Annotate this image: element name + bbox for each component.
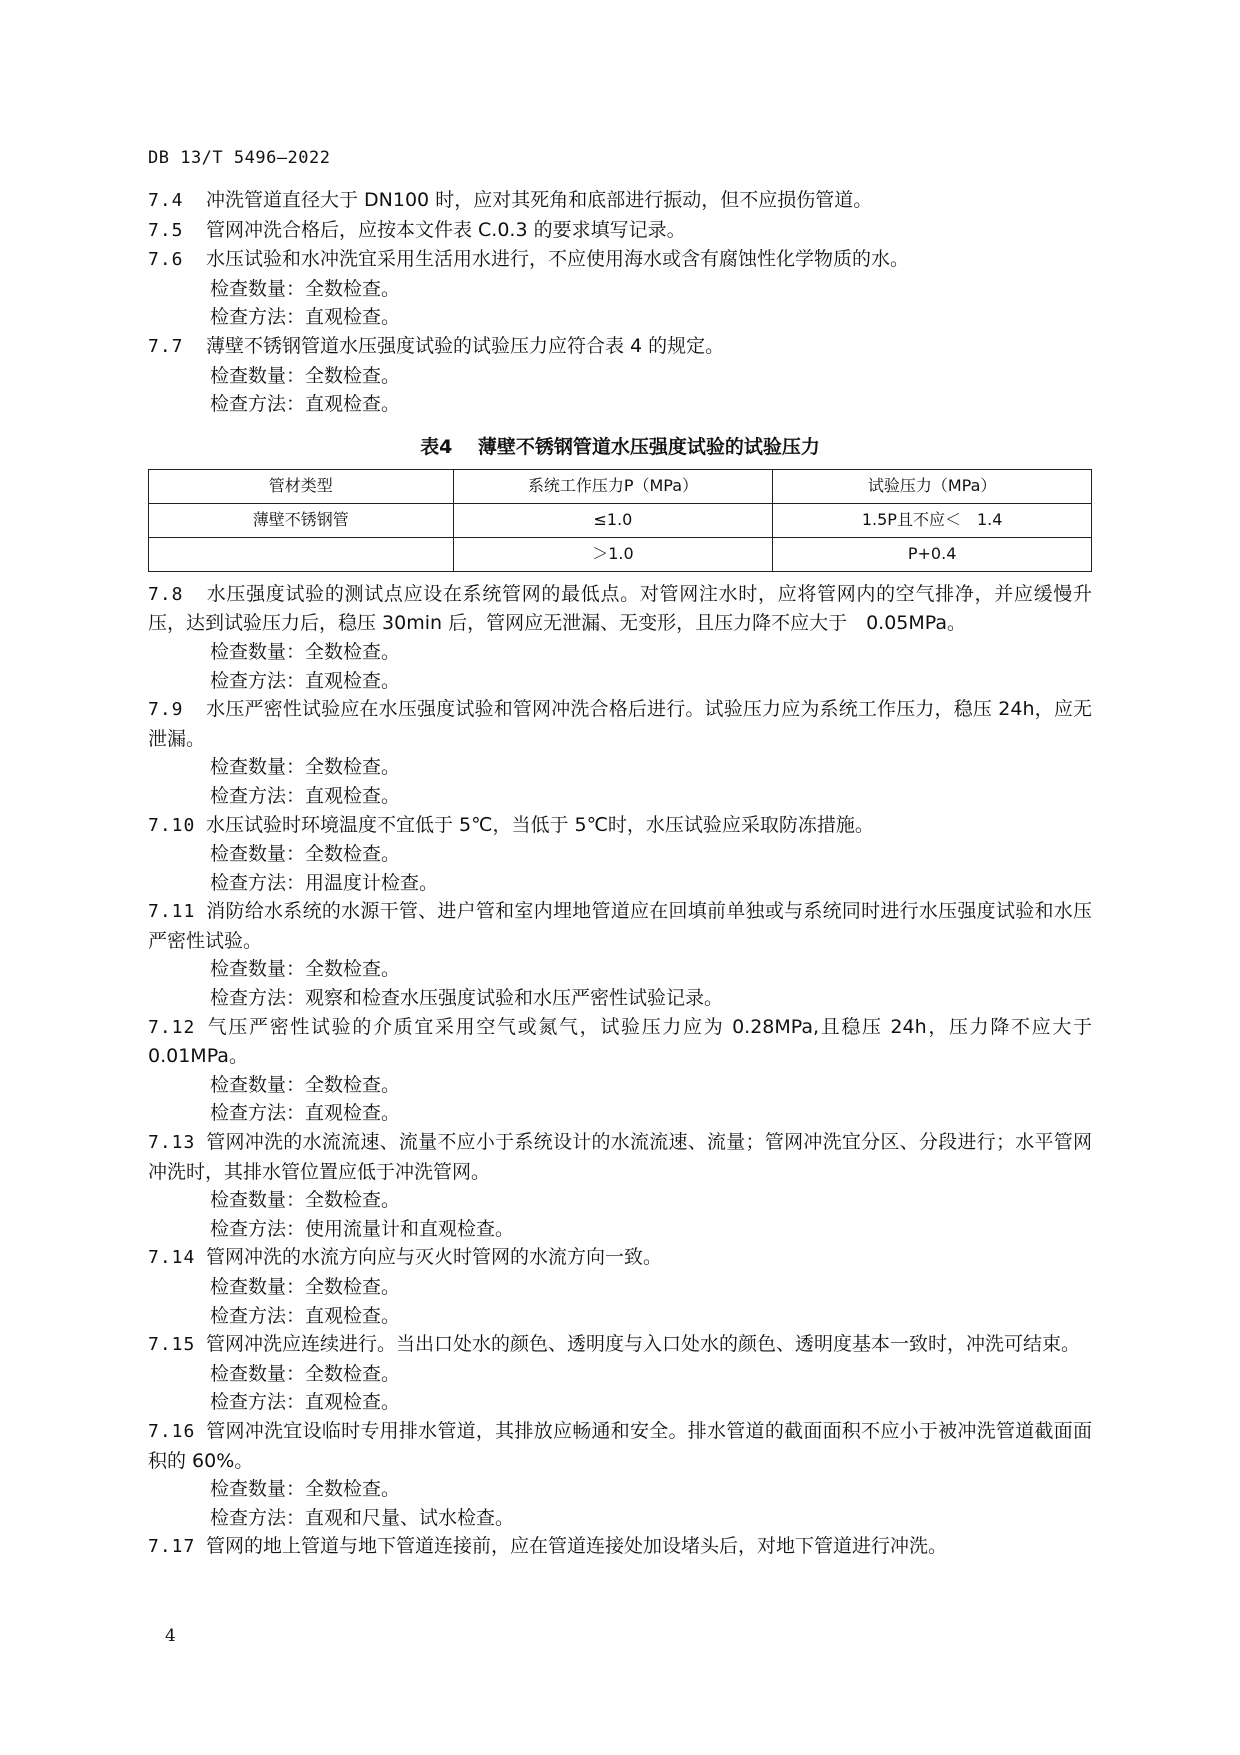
table-row [149, 537, 1092, 571]
inspection-note: 检查方法：直观检查。 [210, 306, 401, 329]
clause-paragraph [148, 1243, 1092, 1273]
clause-number: 7.11 [148, 901, 196, 923]
cell-test-pressure: 1.5P且不应＜ 1.4 [773, 503, 1092, 537]
clause-paragraph [148, 332, 1092, 362]
table-header-row [149, 469, 1092, 503]
clause-text: 水压试验和水冲洗宜采用生活用水进行，不应使用海水或含有腐蚀性化学物质的水。 [206, 248, 910, 271]
cell-pipe-type [149, 537, 454, 571]
inspection-note: 检查方法：直观检查。 [210, 393, 401, 416]
cell-pipe-type: 薄壁不锈钢管 [149, 503, 454, 537]
cell-working-pressure: ＞1.0 [453, 537, 773, 571]
clause-paragraph [148, 1330, 1092, 1360]
header-test-pressure: 试验压力（MPa） [773, 469, 1092, 503]
inspection-note: 检查数量：全数检查。 [210, 756, 401, 779]
inspection-note: 检查方法：直观检查。 [210, 1102, 401, 1125]
clause-number: 7.9 [148, 699, 184, 721]
clause-number: 7.10 [148, 814, 196, 836]
clause-number: 7.12 [148, 1016, 196, 1038]
clause-number: 7.8 [148, 583, 184, 605]
clause-paragraph [148, 186, 1092, 216]
inspection-note: 检查数量：全数检查。 [210, 277, 401, 300]
table-4-title: 表4 薄壁不锈钢管道水压强度试验的试验压力 [420, 435, 820, 458]
clause-text: 管网的地上管道与地下管道连接前，应在管道连接处加设堵头后，对地下管道进行冲洗。 [206, 1535, 948, 1558]
test-pressure-table [148, 469, 1092, 572]
clause-paragraph [148, 580, 1092, 638]
inspection-note: 检查方法：使用流量计和直观检查。 [210, 1217, 515, 1240]
inspection-note: 检查方法：直观检查。 [210, 669, 401, 692]
clause-number: 7.13 [148, 1132, 196, 1154]
clause-text: 冲洗管道直径大于 DN100 时，应对其死角和底部进行振动，但不应损伤管道。 [206, 189, 873, 211]
clause-number: 7.7 [148, 335, 184, 357]
clause-paragraph [148, 1417, 1092, 1475]
inspection-note: 检查数量：全数检查。 [210, 1276, 401, 1298]
clause-paragraph [148, 695, 1092, 753]
clause-text: 管网冲洗的水流方向应与灭火时管网的水流方向一致。 [206, 1246, 663, 1269]
inspection-note: 检查数量：全数检查。 [210, 640, 401, 663]
page-body [148, 186, 1092, 1562]
inspection-note: 检查方法：直观检查。 [210, 1391, 401, 1414]
cell-test-pressure: P+0.4 [773, 537, 1092, 571]
header-pipe-type: 管材类型 [149, 469, 454, 503]
clause-text: 管网冲洗应连续进行。当出口处水的颜色、透明度与入口处水的颜色、透明度基本一致时，冲洗可结束。 [206, 1333, 1081, 1356]
clause-number: 7.15 [148, 1334, 196, 1356]
inspection-note: 检查方法：观察和检查水压强度试验和水压严密性试验记录。 [210, 987, 724, 1010]
clause-number: 7.16 [148, 1420, 196, 1442]
clause-number: 7.4 [148, 190, 184, 211]
clauses-7-8-to-7-17 [148, 580, 1092, 1562]
clause-number: 7.6 [148, 249, 184, 271]
inspection-note: 检查方法：用温度计检查。 [210, 871, 439, 894]
header-working-pressure: 系统工作压力P（MPa） [453, 469, 773, 503]
clause-text: 薄壁不锈钢管道水压强度试验的试验压力应符合表 4 的规定。 [206, 334, 725, 357]
inspection-note: 检查数量：全数检查。 [210, 1073, 401, 1096]
clause-number: 7.17 [148, 1536, 196, 1558]
table-row [149, 503, 1092, 537]
inspection-note: 检查方法：直观和尺量、试水检查。 [210, 1506, 515, 1529]
inspection-note: 检查数量：全数检查。 [210, 958, 401, 981]
clause-paragraph [148, 811, 1092, 841]
clause-paragraph [148, 897, 1092, 955]
inspection-note: 检查方法：直观检查。 [210, 1304, 401, 1327]
clause-text: 管网冲洗宜设临时专用排水管道，其排放应畅通和安全。排水管道的截面面积不应小于被冲洗管道截面面积的 60%。 [148, 1419, 1092, 1472]
clause-paragraph [148, 245, 1092, 275]
document-code-header: DB 13/T 5496—2022 [148, 148, 331, 168]
clause-text: 水压试验时环境温度不宜低于 5℃，当低于 5℃时，水压试验应采取防冻措施。 [206, 813, 874, 836]
clause-text: 管网冲洗的水流流速、流量不应小于系统设计的水流流速、流量；管网冲洗宜分区、分段进行；水平管网冲洗时，其排水管位置应低于冲洗管网。 [148, 1131, 1092, 1183]
clause-text: 管网冲洗合格后，应按本文件表 C.0.3 的要求填写记录。 [206, 218, 686, 241]
inspection-note: 检查数量：全数检查。 [210, 1478, 401, 1501]
clause-text: 水压强度试验的测试点应设在系统管网的最低点。对管网注水时，应将管网内的空气排净，并应缓慢升压，达到试验压力后，稳压 30min 后，管网应无泄漏、无变形，且压力降不应大于 0.05MPa。 [148, 582, 1092, 635]
clause-text: 消防给水系统的水源干管、进户管和室内埋地管道应在回填前单独或与系统同时进行水压强度试验和水压严密性试验。 [148, 900, 1092, 952]
clause-paragraph [148, 1128, 1092, 1186]
inspection-note: 检查数量：全数检查。 [210, 843, 401, 866]
cell-working-pressure: ≤1.0 [453, 503, 773, 537]
clause-paragraph [148, 216, 1092, 246]
clause-text: 气压严密性试验的介质宜采用空气或氮气，试验压力应为 0.28MPa,且稳压 24h，压力降不应大于 0.01MPa。 [148, 1015, 1092, 1068]
clause-number: 7.14 [148, 1247, 196, 1269]
page-number: 4 [165, 1626, 176, 1646]
clause-paragraph [148, 1013, 1092, 1071]
inspection-note: 检查数量：全数检查。 [210, 364, 401, 387]
inspection-note: 检查方法：直观检查。 [210, 784, 401, 807]
clauses-7-4-to-7-7 [148, 186, 1092, 419]
inspection-note: 检查数量：全数检查。 [210, 1189, 401, 1212]
clause-text: 水压严密性试验应在水压强度试验和管网冲洗合格后进行。试验压力应为系统工作压力，稳压 24h，应无泄漏。 [148, 698, 1092, 750]
clause-number: 7.5 [148, 219, 184, 241]
clause-paragraph [148, 1532, 1092, 1562]
inspection-note: 检查数量：全数检查。 [210, 1362, 401, 1385]
